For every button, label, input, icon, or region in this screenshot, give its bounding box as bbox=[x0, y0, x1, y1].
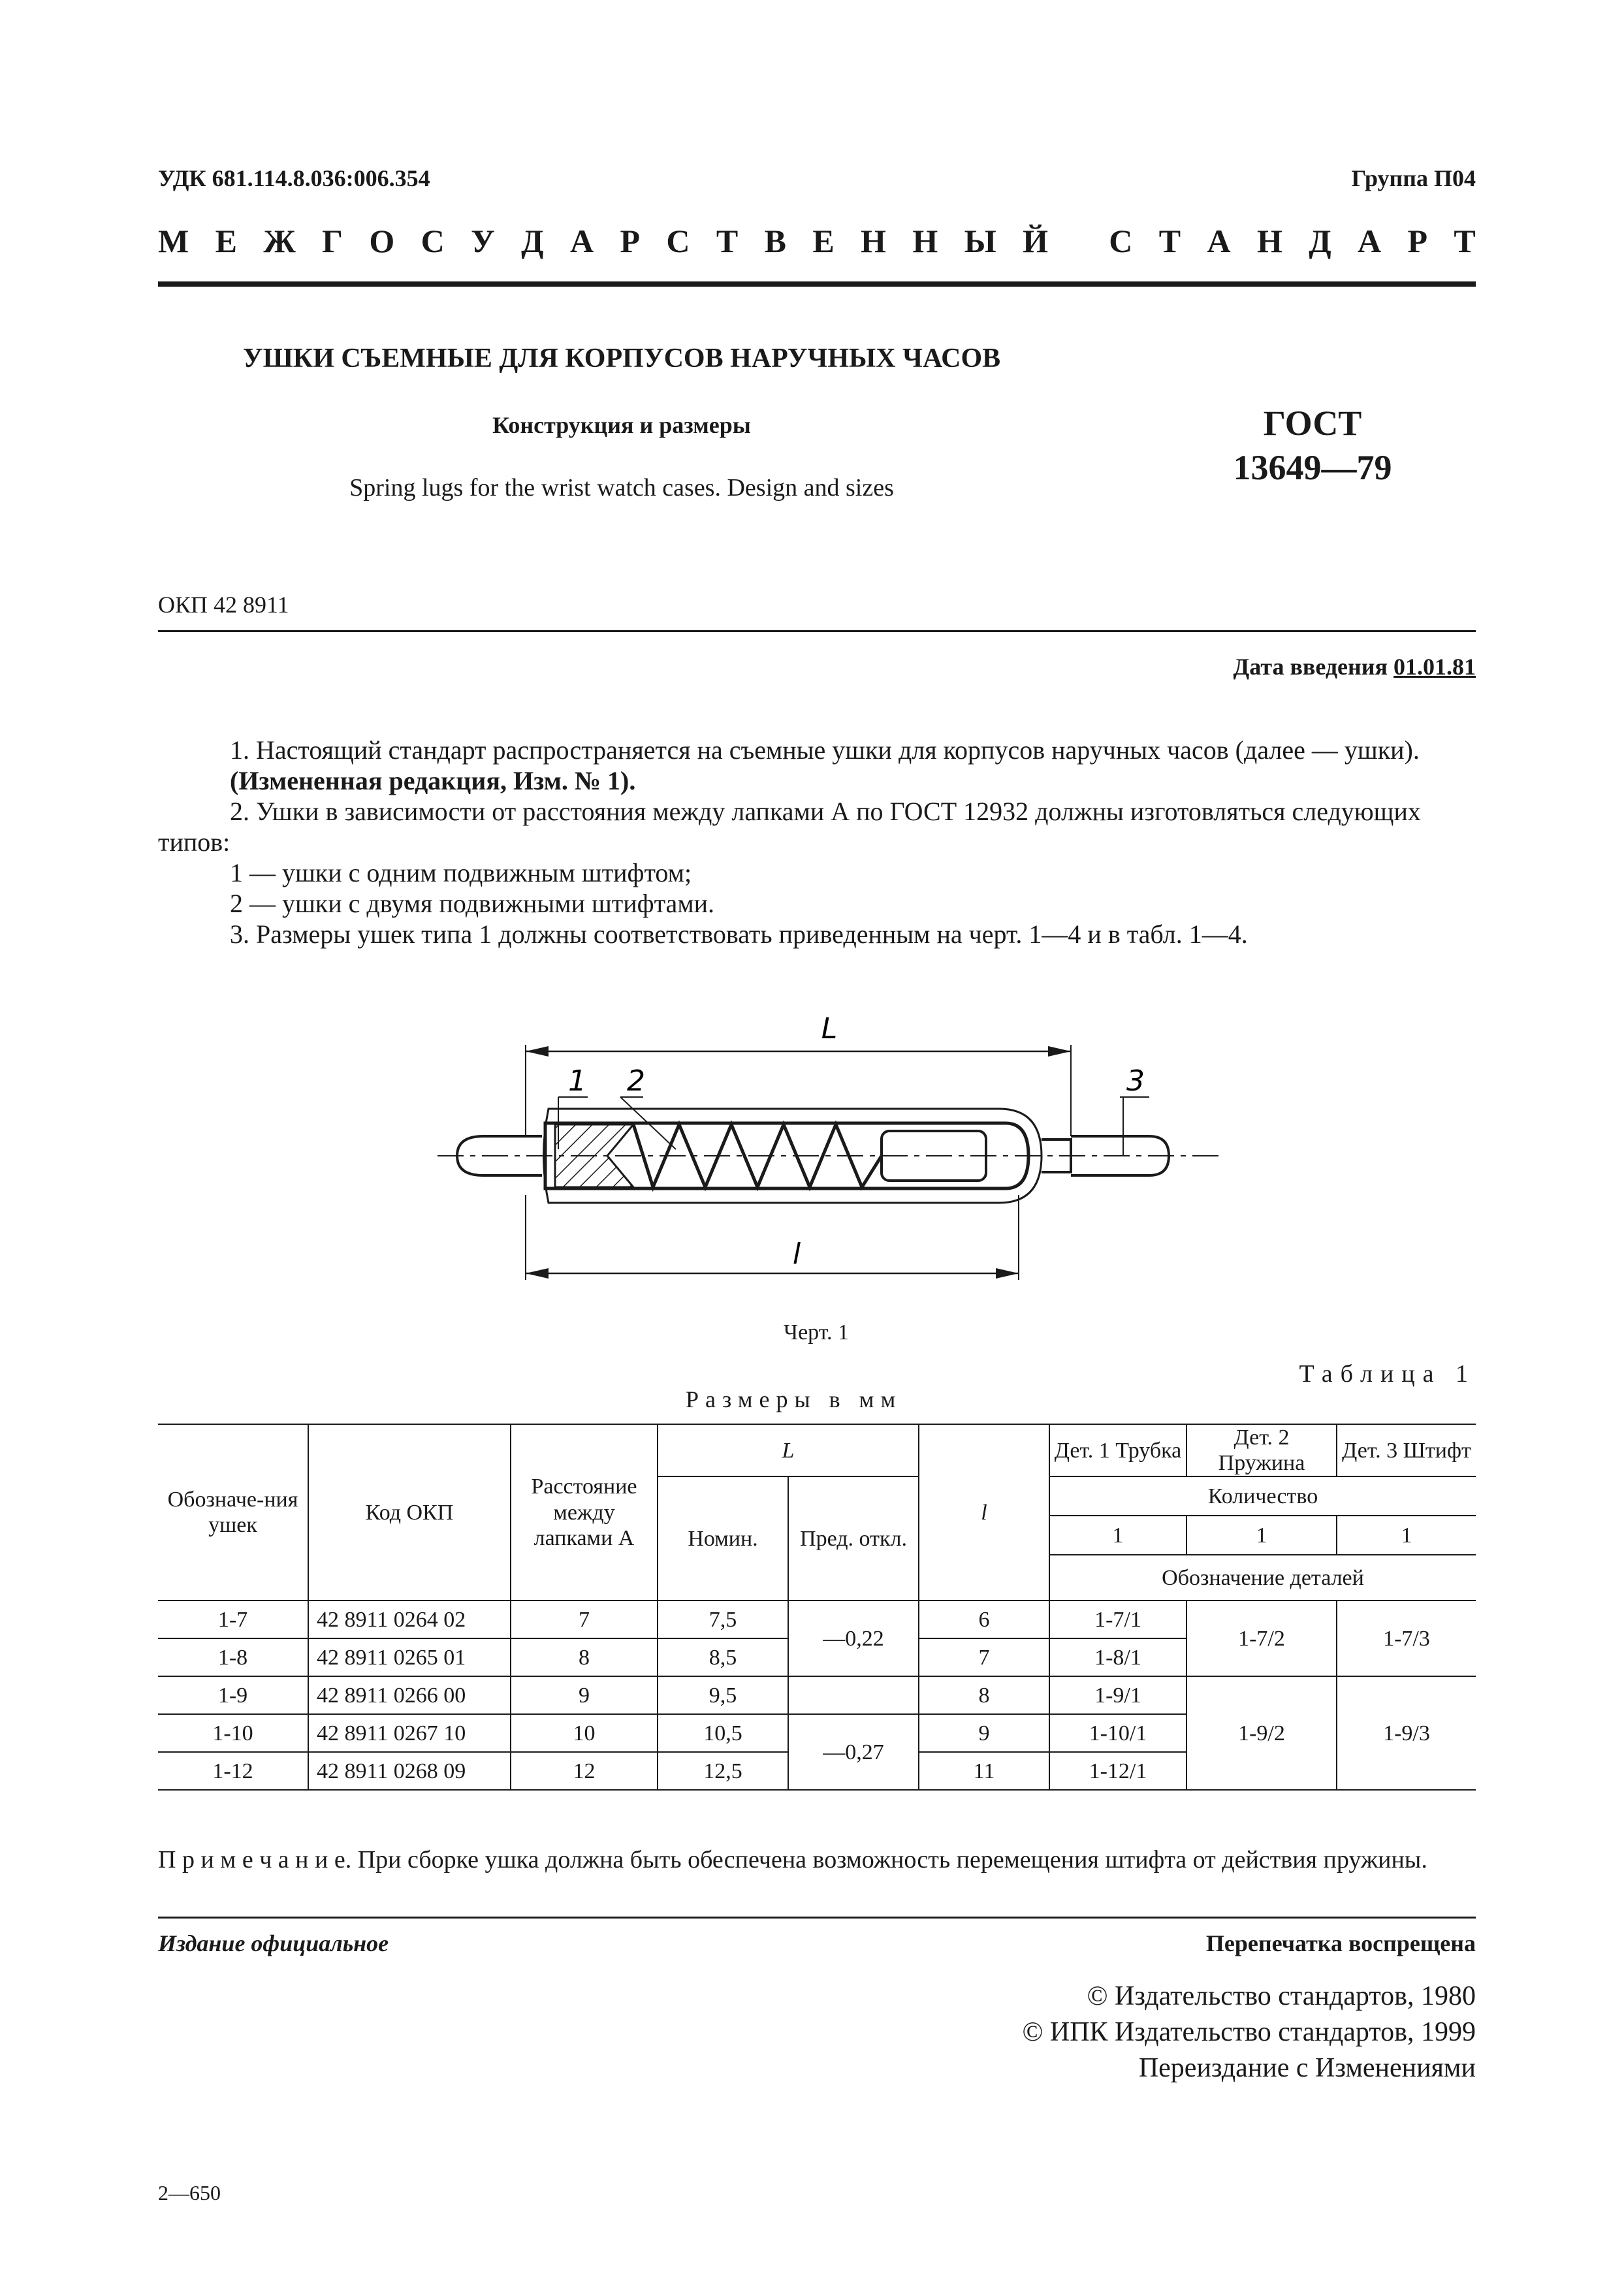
group-code: Группа П04 bbox=[1351, 165, 1476, 191]
footer-rule bbox=[158, 1917, 1476, 1919]
table-row bbox=[158, 1676, 1476, 1714]
cell-okp-code: 42 8911 0265 01 bbox=[308, 1638, 511, 1676]
banner-letter bbox=[1074, 222, 1083, 260]
banner-letter: А bbox=[1358, 223, 1382, 259]
banner-letter: Ж bbox=[263, 223, 296, 259]
banner-letter: Т bbox=[1454, 223, 1476, 259]
header-det1: Дет. 1 Трубка bbox=[1049, 1424, 1186, 1476]
gost-label: ГОСТ bbox=[1263, 404, 1362, 443]
banner-letter: О bbox=[369, 223, 395, 259]
cell-det1: 1-9/1 bbox=[1049, 1676, 1186, 1714]
cell-nominal: 12,5 bbox=[658, 1752, 788, 1790]
cell-designation: 1-10 bbox=[158, 1714, 308, 1752]
banner-letter: Д bbox=[1309, 223, 1331, 259]
banner-letter: Н bbox=[861, 223, 886, 259]
amendment-note: (Измененная редакция, Изм. № 1). bbox=[230, 766, 636, 795]
gost-code: 13649—79 bbox=[1233, 447, 1392, 487]
banner-letter: А bbox=[1207, 223, 1231, 259]
cell-designation: 1-8 bbox=[158, 1638, 308, 1676]
print-code: 2—650 bbox=[158, 2181, 221, 2205]
banner-letter: Т bbox=[1158, 223, 1181, 259]
cell-designation: 1-7 bbox=[158, 1601, 308, 1638]
cell-okp-code: 42 8911 0268 09 bbox=[308, 1752, 511, 1790]
cell-okp-code: 42 8911 0264 02 bbox=[308, 1601, 511, 1638]
cell-l: 6 bbox=[919, 1601, 1049, 1638]
table-label: Таблица 1 bbox=[1299, 1360, 1476, 1388]
banner-letter: А bbox=[569, 223, 594, 259]
cell-distance: 9 bbox=[511, 1676, 658, 1714]
header-nominal: Номин. bbox=[658, 1476, 788, 1601]
cell-deviation: —0,27 bbox=[788, 1714, 919, 1790]
english-title: Spring lugs for the wrist watch cases. Design and sizes bbox=[349, 474, 894, 502]
standard-type-banner bbox=[158, 222, 1476, 260]
header-l: l bbox=[919, 1424, 1049, 1601]
reprint-prohibited: Перепечатка воспрещена bbox=[1205, 1930, 1476, 1956]
cell-nominal: 10,5 bbox=[658, 1714, 788, 1752]
leader-3-label: 3 bbox=[1126, 1064, 1145, 1098]
leader-2-label: 2 bbox=[627, 1064, 645, 1098]
banner-letter: С bbox=[666, 223, 690, 259]
header-rule bbox=[158, 281, 1476, 287]
document-title: УШКИ СЪЕМНЫЕ ДЛЯ КОРПУСОВ НАРУЧНЫХ ЧАСОВ bbox=[242, 343, 1001, 374]
date-label: Дата введения bbox=[1233, 654, 1388, 680]
paragraph-3: 3. Размеры ушек типа 1 должны соответствовать приведенным на черт. 1—4 и в табл. 1—4. bbox=[230, 919, 1248, 949]
cell-l: 11 bbox=[919, 1752, 1049, 1790]
banner-letter: С bbox=[1109, 223, 1133, 259]
leader-1-label: 1 bbox=[568, 1064, 586, 1098]
quantity-det3: 1 bbox=[1337, 1516, 1476, 1555]
copyright-1999: © ИПК Издательство стандартов, 1999 bbox=[1022, 2017, 1476, 2047]
document-subtitle: Конструкция и размеры bbox=[492, 412, 751, 438]
header-L: L bbox=[658, 1424, 919, 1476]
cell-det2: 1-9/2 bbox=[1186, 1676, 1337, 1790]
date-value: 01.01.81 bbox=[1393, 654, 1476, 680]
banner-letter: У bbox=[471, 223, 495, 259]
okp-rule bbox=[158, 630, 1476, 632]
dim-L-label: L bbox=[821, 1012, 838, 1045]
cell-det3: 1-9/3 bbox=[1337, 1676, 1476, 1790]
table-units: Размеры в мм bbox=[686, 1386, 902, 1412]
banner-letter: Д bbox=[521, 223, 544, 259]
cell-designation: 1-12 bbox=[158, 1752, 308, 1790]
copyright-1980: © Издательство стандартов, 1980 bbox=[1087, 1981, 1476, 2011]
banner-letter: Г bbox=[322, 223, 343, 259]
cell-l: 8 bbox=[919, 1676, 1049, 1714]
table-note: П р и м е ч а н и е. При сборке ушка должна быть обеспечена возможность перемещения штифта от действия пружины. bbox=[158, 1846, 1427, 1873]
dimensions-table bbox=[158, 1424, 1476, 1791]
cell-okp-code: 42 8911 0266 00 bbox=[308, 1676, 511, 1714]
header-quantity: Количество bbox=[1049, 1476, 1476, 1516]
banner-letter: Р bbox=[620, 223, 640, 259]
table-row bbox=[158, 1601, 1476, 1638]
cell-det1: 1-8/1 bbox=[1049, 1638, 1186, 1676]
reissue-note: Переиздание с Изменениями bbox=[1138, 2053, 1476, 2083]
cell-det3: 1-7/3 bbox=[1337, 1601, 1476, 1676]
cell-det2: 1-7/2 bbox=[1186, 1601, 1337, 1676]
cell-nominal: 7,5 bbox=[658, 1601, 788, 1638]
banner-letter: Н bbox=[912, 223, 938, 259]
cell-distance: 8 bbox=[511, 1638, 658, 1676]
paragraph-1: 1. Настоящий стандарт распространяется на съемные ушки для корпусов наручных часов (далее — ушки). bbox=[230, 735, 1420, 765]
cell-det1: 1-7/1 bbox=[1049, 1601, 1186, 1638]
body-text bbox=[158, 735, 1476, 949]
cell-nominal: 8,5 bbox=[658, 1638, 788, 1676]
header-part-designation: Обозначение деталей bbox=[1049, 1555, 1476, 1601]
cell-designation: 1-9 bbox=[158, 1676, 308, 1714]
copyright-block bbox=[1022, 1979, 1476, 2086]
cell-distance: 12 bbox=[511, 1752, 658, 1790]
paragraph-2: 2. Ушки в зависимости от расстояния между лапками А по ГОСТ 12932 должны изготовляться следующих типов: bbox=[158, 797, 1421, 857]
udk-code: УДК 681.114.8.036:006.354 bbox=[158, 165, 430, 191]
cell-l: 9 bbox=[919, 1714, 1049, 1752]
quantity-det2: 1 bbox=[1186, 1516, 1337, 1555]
banner-letter: С bbox=[421, 223, 445, 259]
cell-det1: 1-12/1 bbox=[1049, 1752, 1186, 1790]
banner-letter: Р bbox=[1407, 223, 1428, 259]
official-edition: Издание официальное bbox=[158, 1930, 389, 1956]
cell-distance: 10 bbox=[511, 1714, 658, 1752]
figure-caption: Черт. 1 bbox=[783, 1320, 850, 1345]
cell-l: 7 bbox=[919, 1638, 1049, 1676]
cell-okp-code: 42 8911 0267 10 bbox=[308, 1714, 511, 1752]
banner-letter: М bbox=[158, 223, 189, 259]
header-det3: Дет. 3 Штифт bbox=[1337, 1424, 1476, 1476]
quantity-det1: 1 bbox=[1049, 1516, 1186, 1555]
header-distance: Расстояние между лапками А bbox=[511, 1424, 658, 1601]
banner-letter: Т bbox=[716, 223, 739, 259]
type-1-item: 1 — ушки с одним подвижным штифтом; bbox=[230, 858, 692, 887]
dim-l-label: l bbox=[792, 1237, 801, 1271]
header-deviation: Пред. откл. bbox=[788, 1476, 919, 1601]
cell-nominal: 9,5 bbox=[658, 1676, 788, 1714]
cell-deviation-empty bbox=[788, 1676, 919, 1714]
header-okp-code: Код ОКП bbox=[308, 1424, 511, 1601]
banner-letter: Н bbox=[1256, 223, 1282, 259]
header-designation: Обозначе-ния ушек bbox=[158, 1424, 308, 1601]
cell-deviation: —0,22 bbox=[788, 1601, 919, 1676]
header-det2: Дет. 2 Пружина bbox=[1186, 1424, 1337, 1476]
type-2-item: 2 — ушки с двумя подвижными штифтами. bbox=[230, 889, 715, 918]
banner-letter: В bbox=[764, 223, 786, 259]
okp-code: ОКП 42 8911 bbox=[158, 592, 289, 618]
spring-lug-drawing bbox=[418, 999, 1241, 1313]
banner-letter: Й bbox=[1023, 223, 1048, 259]
banner-letter: Ы bbox=[964, 223, 996, 259]
banner-letter: Е bbox=[215, 223, 237, 259]
banner-letter: Е bbox=[812, 223, 835, 259]
cell-distance: 7 bbox=[511, 1601, 658, 1638]
gost-number bbox=[1156, 402, 1469, 490]
cell-det1: 1-10/1 bbox=[1049, 1714, 1186, 1752]
introduction-date bbox=[1234, 653, 1476, 680]
